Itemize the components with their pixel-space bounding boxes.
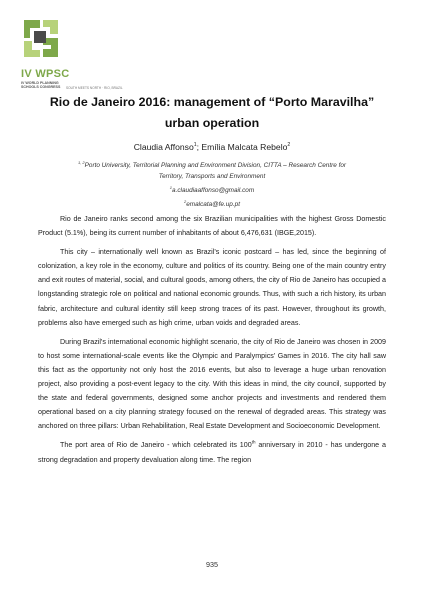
conference-logo — [20, 18, 170, 90]
author-2-affiliation-mark: 2 — [287, 142, 291, 149]
conference-tagline: SOUTH MEETS NORTH · RIO, BRAZIL — [66, 86, 123, 90]
wpsc-logo-mark-icon — [20, 18, 66, 60]
author-2-email: $^2$emalcata@fe.up.pt — [184, 199, 240, 209]
affiliations — [70, 157, 354, 210]
body-paragraph-2: This city – internationally well known as Brazil’s iconic postcard – has led, since the beginning of colonization, a key role in the economy, culture and politics of its country. Being one of the main country entry and exit routes of material, social, and cultural goods, among others, the city of Rio de Janeiro has occupied a longstanding strategic role on political and national economic grounds. Thus, with such a rich history, its urban fabric, architecture and cultural identity still keep strong traces of its past. However, throughout its growth, problems also have emerged such as high crime, urban voids and degraded areas. — [38, 248, 386, 327]
body-paragraph-4: The port area of Rio de Janeiro - which celebrated its 100th anniversary in 2010 - has undergone a strong degradation and property devaluation along time. The region — [38, 440, 386, 464]
author-2: Emília Malcata Rebelo — [201, 142, 288, 152]
author-separator: ; — [196, 142, 202, 152]
title-line-1: Rio de Janeiro 2016: management of “Porto Maravilha” — [49, 95, 375, 109]
affiliation-institution: $^{1, 2}$Porto University, Territorial Planning and Environment Division, CITTA – Research Centre for — [77, 160, 347, 170]
affiliation-institution-cont: Territory, Transports and Environment — [158, 173, 266, 181]
conference-brand: IV WPSC — [21, 68, 70, 80]
page-number: 935 — [206, 560, 218, 569]
paper-body — [38, 212, 386, 472]
author-list — [0, 142, 424, 152]
title-line-2: urban operation — [164, 116, 260, 130]
author-1-affiliation-mark: 1 — [193, 142, 197, 149]
author-1: Claudia Affonso — [133, 142, 194, 152]
body-paragraph-1: Rio de Janeiro ranks second among the six Brazilian municipalities with the highest Gross Domestic Product (5.1%), being its current number of inhabitants of about 6,476,631 (IBGE,2015). — [38, 215, 386, 238]
author-1-email: $^1$a.claudiaaffonso@gmail.com — [169, 185, 255, 195]
paper-title — [30, 92, 394, 134]
conference-name: IV WORLD PLANNING SCHOOLS CONGRESS — [21, 81, 61, 89]
body-paragraph-3: During Brazil's international economic highlight scenario, the city of Rio de Janeiro was chosen in 2009 to host some international-scale events like the Olympic and Paralympics’ Games in 2016. The city hall saw this fact as the opportunity not only host the 2016 events, but also to leverage a huge urban renovation project, also providing a post-event legacy to the city. With this ideas in mind, the city council, supported by the state and federal governments, designed some anchor projects and investments and rendered them operational based on a city planning strategy focused on the renewal of degraded areas. This strategy was anchored on three pillars: Urban Rehabilitation, Real Estate Development and Socioeconomic Development. — [38, 337, 386, 431]
